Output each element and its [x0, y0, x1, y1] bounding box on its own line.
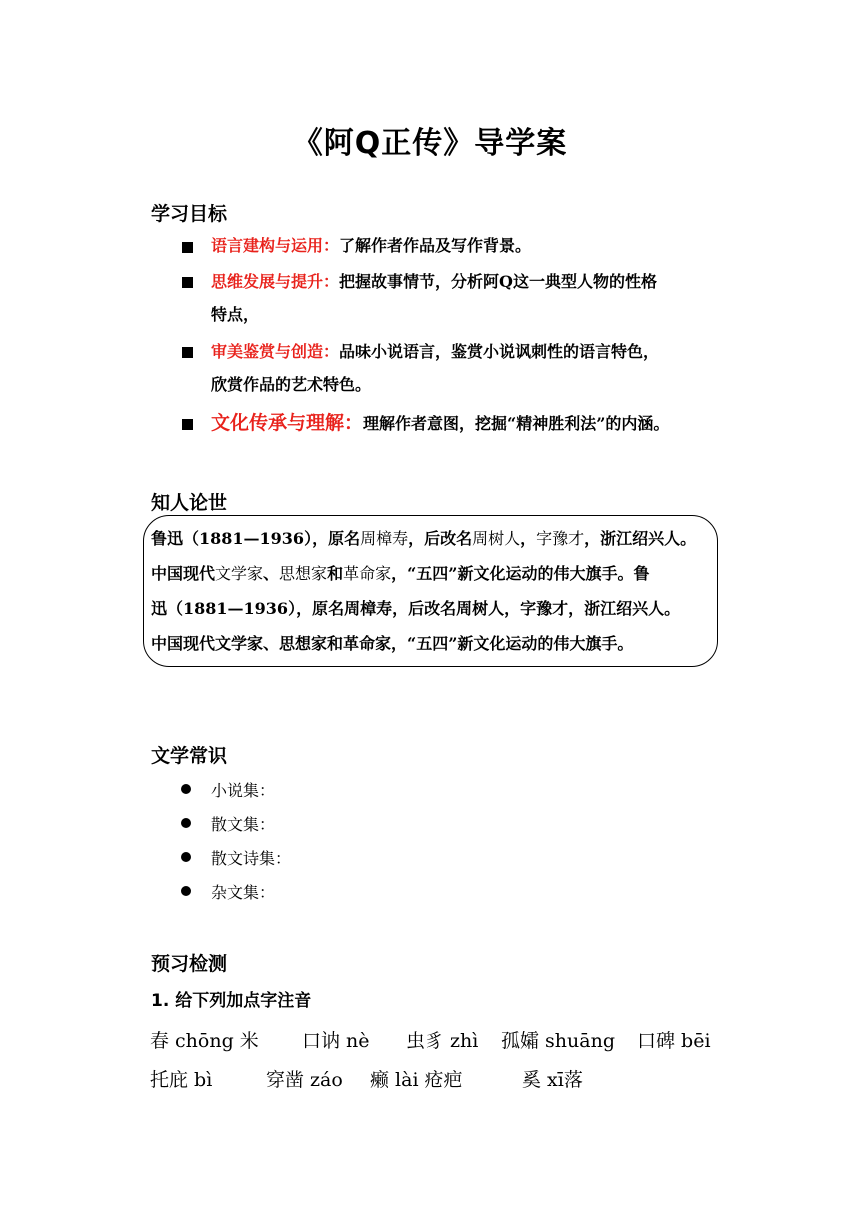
- circle-bullet-icon: [181, 886, 191, 896]
- square-bullet-icon: [182, 277, 193, 288]
- author-bio-text: [151, 521, 719, 661]
- author-bio-line: [151, 626, 719, 661]
- author-bio-line: [151, 521, 719, 556]
- author-bio-segment: ，浙江绍兴人。: [584, 529, 697, 548]
- circle-bullet-icon: [181, 852, 191, 862]
- author-bio-segment: 中国现代: [151, 564, 216, 583]
- pinyin-item: 奚 xī落: [522, 1069, 583, 1091]
- pinyin-item: 穿凿 záo: [266, 1069, 343, 1091]
- square-bullet-icon: [182, 242, 193, 253]
- prose-collection-label: 散文集：: [211, 815, 276, 834]
- question-1: 1. 给下列加点字注音: [151, 991, 312, 1011]
- essay-collection-label: 杂文集：: [211, 883, 276, 902]
- author-bio-segment: ，“五四”新文化运动的伟大旗手。鲁: [391, 564, 650, 583]
- author-bio-segment: 文学家: [215, 564, 264, 583]
- author-bio-segment: 和: [327, 564, 344, 583]
- circle-bullet-icon: [181, 784, 191, 794]
- objective-label: 语言建构与运用：: [211, 236, 340, 255]
- square-bullet-icon: [182, 419, 193, 430]
- list-item: [0, 846, 860, 870]
- author-bio-segment: 中国现代文学家、思想家和革命家，“五四”新文化运动的伟大旗手。: [151, 634, 634, 653]
- pinyin-row-1: [0, 1026, 860, 1054]
- preview-heading: 预习检测: [151, 953, 228, 975]
- page-title: 《阿Q正传》导学案: [292, 126, 568, 161]
- pinyin-item: 癞 lài 疮疤: [370, 1069, 463, 1091]
- objective-text-continued: 欣赏作品的艺术特色。: [211, 375, 372, 394]
- literature-heading: 文学常识: [151, 745, 228, 767]
- list-item: [0, 778, 860, 802]
- author-bio-segment: 周樟寿: [360, 529, 409, 548]
- pinyin-item: 春 chōng 米: [150, 1030, 259, 1052]
- author-bio-segment: ，: [520, 529, 537, 548]
- objective-label: 文化传承与理解：: [211, 412, 364, 434]
- objective-text: 品味小说语言，鉴赏小说讽刺性的语言特色，: [339, 342, 660, 361]
- list-item: [0, 880, 860, 904]
- author-bio-line: [151, 556, 719, 591]
- author-bio-segment: 鲁迅（1881—1936），原名: [151, 529, 361, 548]
- pinyin-row-2: [0, 1065, 860, 1093]
- circle-bullet-icon: [181, 818, 191, 828]
- author-bio-segment: 、: [263, 564, 280, 583]
- pinyin-item: 口讷 nè: [302, 1030, 370, 1052]
- objective-text-continued: 特点，: [211, 305, 260, 324]
- author-bio-segment: 思想家: [279, 564, 328, 583]
- square-bullet-icon: [182, 347, 193, 358]
- objective-text: 理解作者意图，挖掘“精神胜利法”的内涵。: [363, 414, 670, 433]
- prose-poetry-collection-label: 散文诗集：: [211, 849, 292, 868]
- author-bio-segment: 革命家: [343, 564, 392, 583]
- objective-label: 审美鉴赏与创造：: [211, 342, 340, 361]
- author-bio-segment: ，后改名: [408, 529, 473, 548]
- author-heading: 知人论世: [151, 492, 228, 514]
- author-bio-segment: 字豫才: [536, 529, 585, 548]
- objective-text: 把握故事情节，分析阿Q这一典型人物的性格: [339, 272, 657, 291]
- pinyin-item: 托庇 bì: [150, 1069, 213, 1091]
- author-bio-segment: 周树人: [472, 529, 521, 548]
- objectives-heading: 学习目标: [151, 203, 228, 225]
- author-bio-line: [151, 591, 719, 626]
- pinyin-item: 口碑 bēi: [637, 1030, 711, 1052]
- list-item: [0, 812, 860, 836]
- pinyin-item: 虫豸 zhì: [406, 1030, 479, 1052]
- author-bio-segment: 迅（1881—1936），原名周樟寿，后改名周树人，字豫才，浙江绍兴人。: [151, 599, 681, 618]
- objective-label: 思维发展与提升：: [211, 272, 340, 291]
- objective-text: 了解作者作品及写作背景。: [339, 236, 532, 255]
- novel-collection-label: 小说集：: [211, 781, 276, 800]
- pinyin-item: 孤孀 shuāng: [501, 1030, 615, 1052]
